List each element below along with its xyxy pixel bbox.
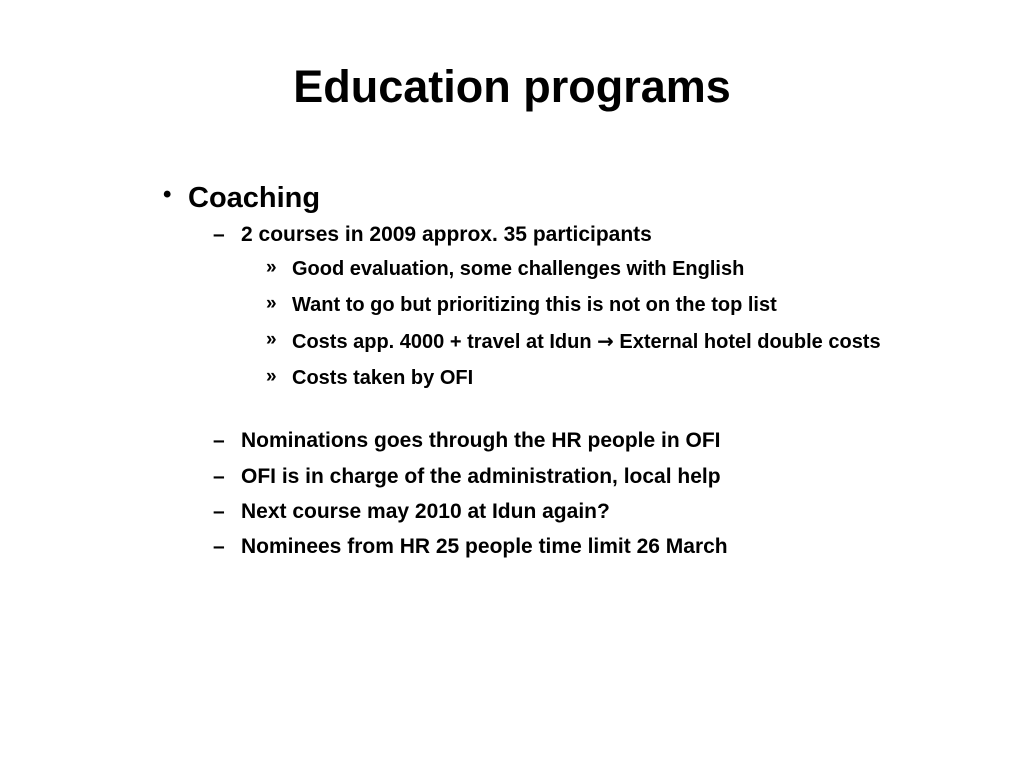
bullet-dash-icon: – [213,223,225,247]
bullet-level1-coaching [0,180,1024,216]
bullet-level2-label: Nominations goes through the HR people in OFI [241,429,721,453]
bullet-dash-icon: – [213,464,225,488]
right-arrow-icon: → [597,329,614,354]
bullet-level3-priority [0,293,1024,317]
bullet-level3-label: Costs taken by OFI [292,367,474,390]
bullet-dash-icon: – [213,499,225,523]
bullet-level2-label: 2 courses in 2009 approx. 35 participants [241,223,652,247]
bullet-chevron-icon: » [266,366,277,388]
bullet-dash-icon: – [213,429,225,453]
page-title: Education programs [293,61,731,112]
bullet-level2-courses [0,222,1024,247]
bullet-chevron-icon: » [266,329,277,351]
bullet-chevron-icon: » [266,257,277,279]
bullet-chevron-icon: » [266,293,277,315]
bullet-level3-label: Want to go but prioritizing this is not on the top list [292,294,777,317]
bullet-level1-label: Coaching [188,182,321,214]
bullet-level3-label-before-arrow: Costs app. 4000 + travel at Idun [292,331,598,354]
bullet-dot-icon: • [163,181,172,208]
bullet-level2-next-course [0,499,1024,524]
bullet-level2-label: Next course may 2010 at Idun again? [241,499,610,523]
bullet-level2-nominees [0,534,1024,559]
bullet-level3-evaluation [0,257,1024,281]
bullet-dash-icon: – [213,535,225,558]
slide-body [0,180,1024,569]
bullet-level2-nominations [0,428,1024,453]
bullet-level3-costs-ofi [0,366,1024,390]
bullet-level3-label: Good evaluation, some challenges with English [292,258,745,281]
bullet-level3-label-after-arrow: External hotel double costs [613,331,881,354]
bullet-level3-costs-travel [0,329,1024,354]
paragraph-spacer [0,402,1024,428]
bullet-level2-label: OFI is in charge of the administration, local help [241,464,721,488]
bullet-level2-label: Nominees from HR 25 people time limit 26 March [241,535,728,558]
bullet-level2-administration [0,464,1024,489]
